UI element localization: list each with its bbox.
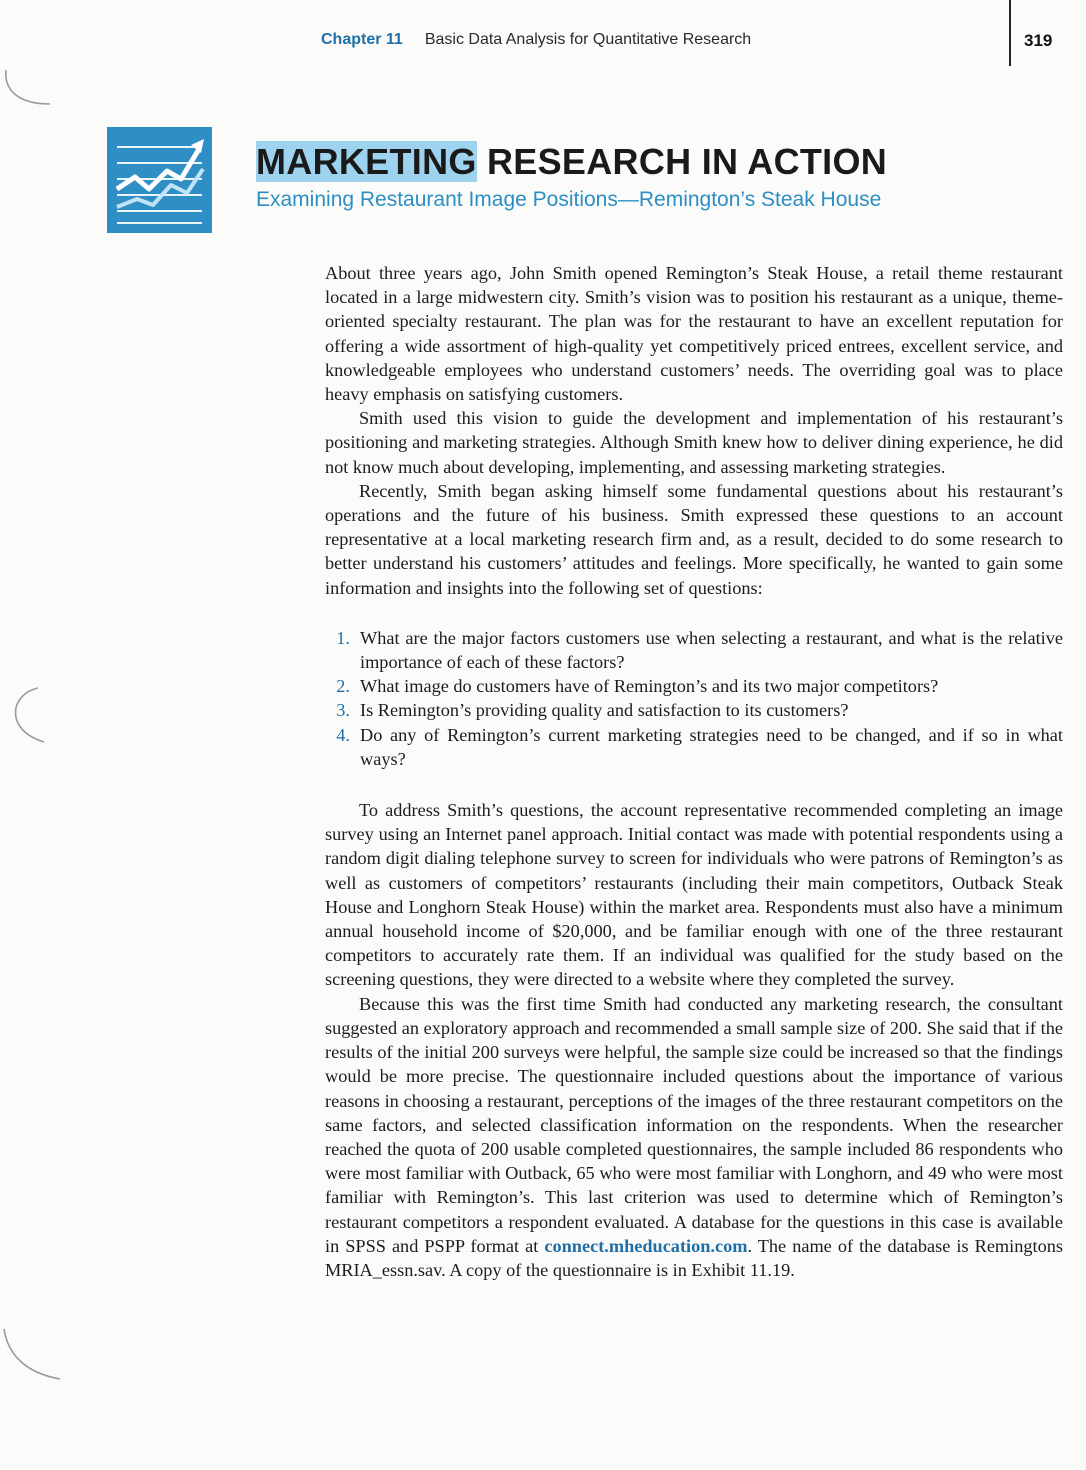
hole-mark-icon <box>0 1325 70 1395</box>
feature-subtitle: Examining Restaurant Image Positions—Remington’s Steak House <box>256 188 882 211</box>
paragraph-5-tail: . The name of the database is Remingtons MRIA_essn.sav. A copy of the questionnaire is in Exhibit 11.19. <box>325 1235 1063 1280</box>
paragraph-4: To address Smith’s questions, the account representative recommended completing an image survey using an Internet panel approach. Initial contact was made with potential respondents using a random digit dialing telephone survey to screen for individuals who were patrons of Remington’s as well as customers of competitors’ restaurants (including their main competitors, Outback Steak House and Longhorn Steak House) within the market area. Respondents must also have a minimum annual household income of $20,000, and be familiar enough with one of the three restaurant competitors to accurately rate them. If an individual was qualified for the study based on the screening questions, they were directed to a website where they completed the survey. <box>325 800 1063 990</box>
chapter-title: Basic Data Analysis for Quantitative Research <box>424 31 752 48</box>
website-link[interactable]: connect.mheducation.com <box>544 1235 748 1256</box>
question-list <box>325 626 1063 771</box>
list-number: 4. <box>336 724 350 745</box>
title-rest: RESEARCH IN ACTION <box>476 141 888 182</box>
title-highlight: MARKETING <box>256 141 477 182</box>
paragraph-2: Smith used this vision to guide the development and implementation of his restaurant’s positioning and marketing strategies. Although Smith knew how to deliver dining experience, he did not know much about developing, implementing, and assessing marketing strategies. <box>325 408 1063 477</box>
list-number: 1. <box>336 627 350 648</box>
list-text: Do any of Remington’s current marketing strategies need to be changed, and if so in what ways? <box>360 724 1063 769</box>
page-number: 319 <box>1024 31 1053 50</box>
header-rule <box>1009 0 1011 66</box>
list-text: Is Remington’s providing quality and satisfaction to its customers? <box>360 700 849 721</box>
list-item <box>336 698 1063 722</box>
hole-mark-icon <box>0 680 60 750</box>
chapter-label: Chapter 11 <box>321 31 403 48</box>
feature-title <box>256 140 887 184</box>
paragraph-1: About three years ago, John Smith opened Remington’s Steak House, a retail theme restaurant located in a large midwestern city. Smith’s vision was to position his restaurant as a unique, theme-oriented specialty restaurant. The plan was for the restaurant to have an excellent reputation for offering a wide assortment of high-quality yet competitively priced entrees, excellent service, and knowledgeable employees who understand customers’ needs. The overriding goal was to place heavy emphasis on satisfying customers. <box>325 263 1063 405</box>
list-item <box>336 674 1063 698</box>
paragraph-3: Recently, Smith began asking himself some fundamental questions about his restaurant’s operations and the future of his business. Smith expressed these questions to an account representative at a local marketing research firm and, as a result, decided to do some research to better understand his customers’ attitudes and feelings. More specifically, he wanted to gain some information and insights into the following set of questions: <box>325 480 1063 598</box>
line-chart-icon <box>107 127 212 233</box>
paragraph-5 <box>325 992 1063 1282</box>
list-text: What are the major factors customers use when selecting a restaurant, and what is the relative importance of each of these factors? <box>360 627 1063 673</box>
article-body <box>325 261 1063 1282</box>
list-text: What image do customers have of Remington’s and its two major competitors? <box>360 676 939 697</box>
feature-heading <box>256 140 887 214</box>
list-number: 2. <box>336 676 350 697</box>
list-number: 3. <box>336 700 350 721</box>
hole-mark-icon <box>0 60 60 120</box>
list-item <box>336 723 1063 771</box>
list-item <box>336 626 1063 674</box>
running-header <box>321 31 751 49</box>
paragraph-5-text: Because this was the first time Smith had conducted any marketing research, the consultant suggested an exploratory approach and recommended a small sample size of 200. She said that if the results of the initial 200 surveys were helpful, the sample size could be increased so that the findings would be more precise. The questionnaire included questions about the importance of various reasons in choosing a restaurant, perceptions of the images of the three restaurant competitors on the same factors, and selected classification information on the respondents. When the researcher reached the quota of 200 usable completed questionnaires, the sample included 86 respondents who were most familiar with Outback, 65 who were most familiar with Longhorn, and 49 who were most familiar with Remington’s. This last criterion was used to determine which of Remington’s restaurant competitors a respondent evaluated. A database for the questions in this case is available in SPSS and PSPP format at <box>325 993 1063 1256</box>
